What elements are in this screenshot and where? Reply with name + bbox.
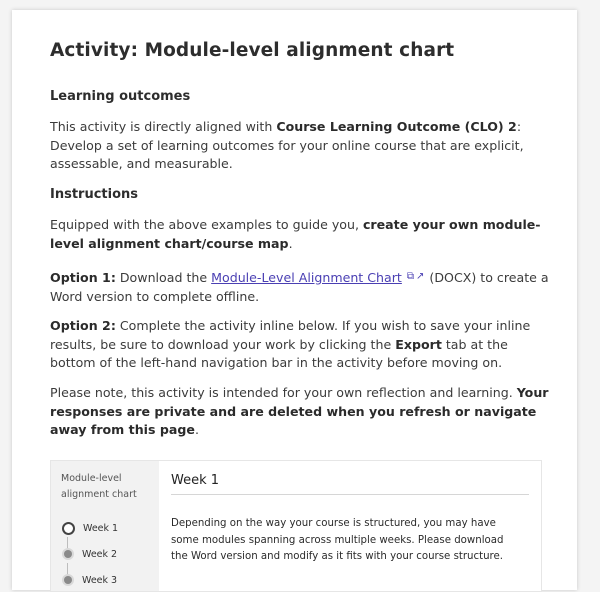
instructions-text-start: Equipped with the above examples to guide you,: [50, 217, 363, 232]
activity-card: [12, 10, 577, 590]
week-title: Week 1: [171, 473, 220, 488]
clo-label: Course Learning Outcome (CLO) 2: [276, 119, 517, 134]
step-icon: [64, 576, 72, 584]
outcome-text-end: : Develop a set of learning outcomes for your online course that are explicit, assessable, and measurable.: [50, 119, 524, 171]
external-link-icon[interactable]: ↗: [416, 271, 425, 282]
step-label: Week 3: [82, 574, 118, 586]
instructions-emphasis: create your own module-level alignment chart/course map: [50, 217, 541, 251]
step-label: Week 1: [83, 522, 119, 534]
activity-widget: [50, 460, 542, 592]
option-2-text-start: Complete the activity inline below. If you wish to save your inline results, be sure to download your work by clicking the: [50, 318, 531, 352]
instructions-heading: Instructions: [50, 187, 139, 202]
learning-outcomes-text: [50, 118, 550, 174]
step-icon: [64, 550, 72, 558]
nav-step-week-2[interactable]: [61, 546, 117, 562]
note-text-end: .: [194, 422, 199, 437]
privacy-emphasis: Your responses are private and are deleted when you refresh or navigate away from this page: [50, 385, 549, 437]
active-step-icon: [62, 522, 75, 535]
alignment-chart-link[interactable]: Module-Level Alignment Chart: [211, 270, 402, 285]
option-2-text-end: tab at the bottom of the left-hand navigation bar in the activity before moving on.: [50, 336, 508, 370]
copy-icon[interactable]: ⧉: [406, 271, 415, 282]
privacy-note: [50, 384, 550, 440]
step-label: Week 2: [82, 548, 118, 560]
option-2-label: Option 2:: [50, 318, 116, 333]
option-1-text: [50, 268, 550, 306]
instructions-text: [50, 216, 550, 253]
nav-title: Module-level alignment chart: [61, 473, 137, 500]
week-panel: [171, 461, 531, 591]
instructions-text-end: .: [288, 235, 293, 251]
outcome-text-start: This activity is directly aligned with: [50, 119, 277, 134]
activity-nav: [51, 461, 159, 591]
learning-outcomes-heading: Learning outcomes: [50, 89, 191, 104]
option-2-text: [50, 317, 550, 373]
option-1-text-end: (DOCX) to create a Word version to complete offline.: [50, 270, 549, 304]
option-1-text-start: Download the: [115, 270, 212, 285]
nav-step-week-3[interactable]: [61, 572, 117, 588]
nav-step-week-1[interactable]: [61, 520, 118, 536]
note-text-start: Please note, this activity is intended for your own reflection and learning.: [50, 385, 517, 400]
export-label: Export: [395, 336, 442, 352]
week-description: Depending on the way your course is structured, you may have some modules spanning across multiple weeks. Please download the Word version and modify as it fits with your course structure.: [171, 518, 504, 562]
week-divider: [171, 494, 529, 495]
option-1-label: Option 1:: [50, 270, 116, 285]
page-title: Activity: Module-level alignment chart: [50, 40, 455, 61]
